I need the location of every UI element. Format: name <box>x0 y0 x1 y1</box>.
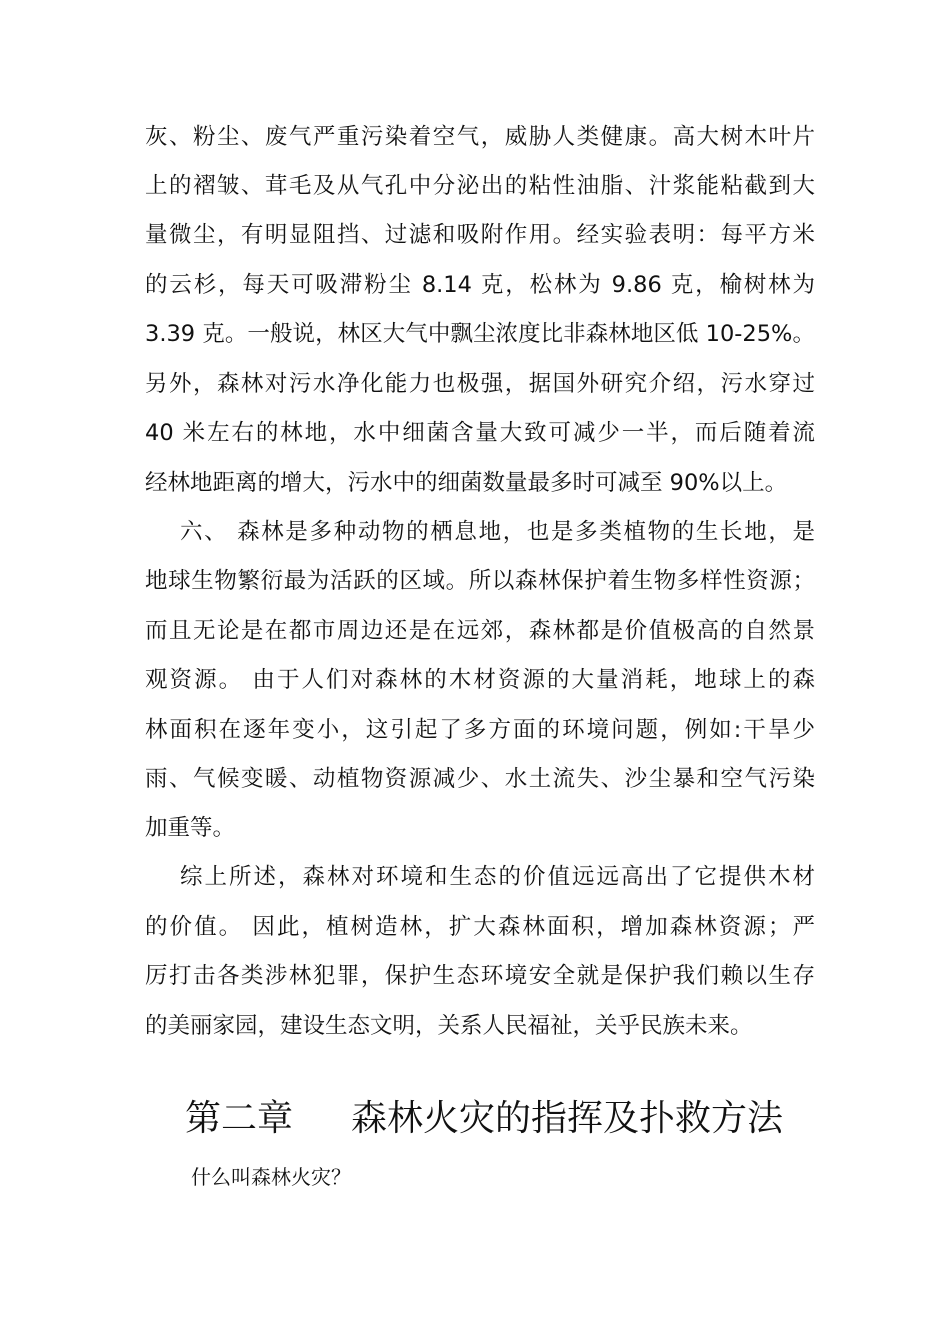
body-line: 雨、气候变暖、动植物资源减少、水土流失、沙尘暴和空气污染 <box>145 766 815 792</box>
body-line: 综上所述，森林对环境和生态的价值远远高出了它提供木材 <box>180 864 815 890</box>
body-line: 加重等。 <box>145 815 236 841</box>
body-line: 上的褶皱、茸毛及从气孔中分泌出的粘性油脂、汁浆能粘截到大 <box>145 173 815 199</box>
chapter-number: 第二章 <box>185 1098 294 1139</box>
body-line: 3.39 克。一般说，林区大气中飘尘浓度比非森林地区低 10-25%。 <box>145 321 815 347</box>
chapter-heading <box>185 1094 783 1144</box>
chapter-title: 森林火灾的指挥及扑救方法 <box>351 1098 784 1139</box>
body-line: 地球生物繁衍最为活跃的区域。所以森林保护着生物多样性资源； <box>145 568 815 594</box>
body-line: 六、 森林是多种动物的栖息地，也是多类植物的生长地，是 <box>180 519 815 545</box>
body-line: 的美丽家园，建设生态文明，关系人民福祉，关乎民族未来。 <box>145 1013 753 1039</box>
body-line: 的云杉，每天可吸滞粉尘 8.14 克，松林为 9.86 克，榆树林为 <box>145 272 815 298</box>
body-line: 40 米左右的林地，水中细菌含量大致可减少一半，而后随着流 <box>145 420 815 446</box>
body-line: 灰、粉尘、废气严重污染着空气，威胁人类健康。高大树木叶片 <box>145 124 815 150</box>
body-line: 量微尘，有明显阻挡、过滤和吸附作用。经实验表明：每平方米 <box>145 222 815 248</box>
body-line: 观资源。 由于人们对森林的木材资源的大量消耗，地球上的森 <box>145 667 815 693</box>
section-question: 什么叫森林火灾？ <box>191 1165 351 1189</box>
body-line: 经林地距离的增大，污水中的细菌数量最多时可减至 90%以上。 <box>145 470 788 496</box>
body-line: 另外，森林对污水净化能力也极强，据国外研究介绍，污水穿过 <box>145 371 815 397</box>
body-line: 而且无论是在都市周边还是在远郊，森林都是价值极高的自然景 <box>145 618 815 644</box>
body-line: 林面积在逐年变小，这引起了多方面的环境问题，例如:干旱少 <box>145 717 815 743</box>
body-line: 厉打击各类涉林犯罪，保护生态环境安全就是保护我们赖以生存 <box>145 963 815 989</box>
body-line: 的价值。 因此，植树造林，扩大森林面积，增加森林资源；严 <box>145 914 815 940</box>
